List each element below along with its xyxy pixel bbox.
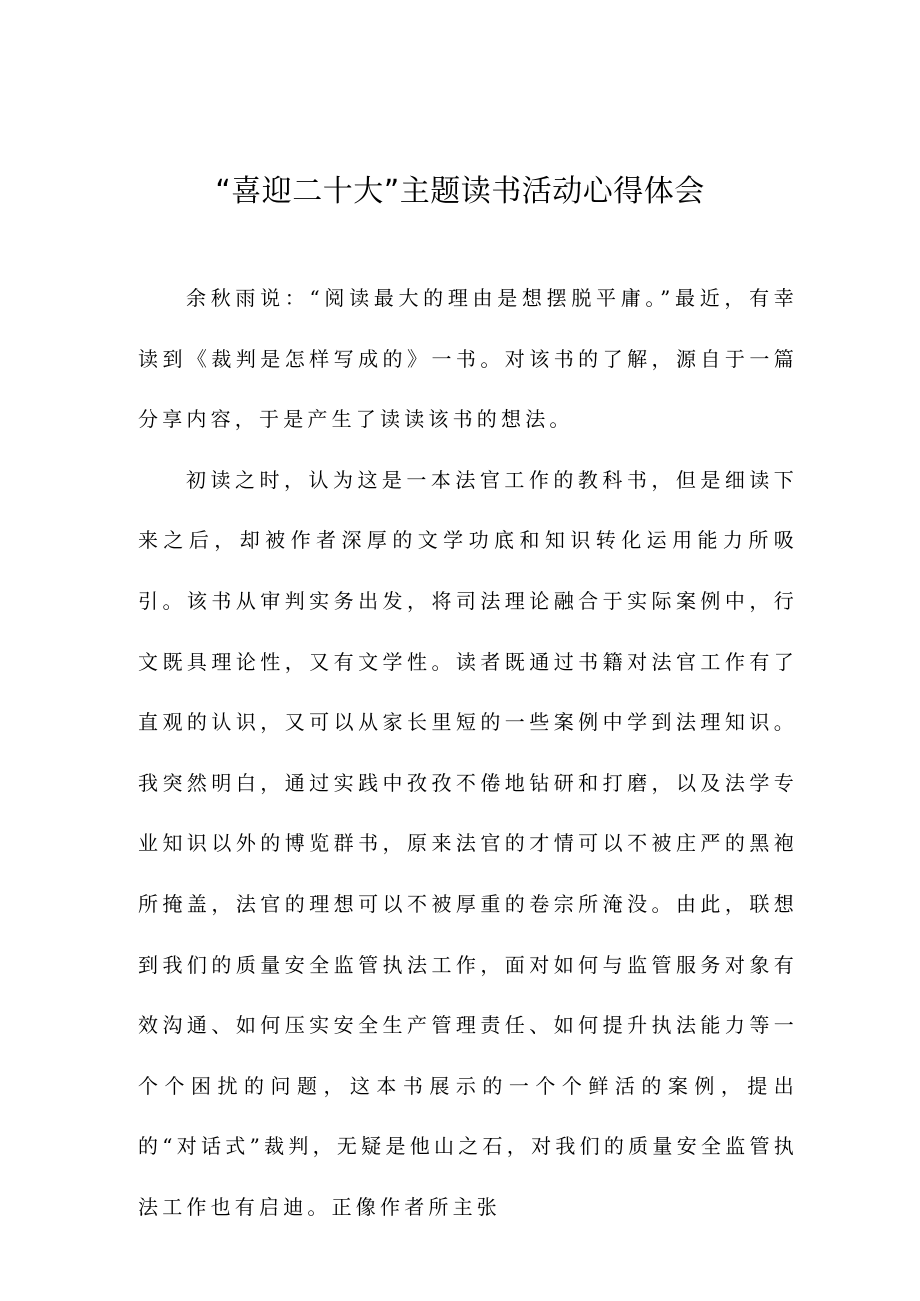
document-body: [138, 268, 798, 1238]
paragraph-1: 余秋雨说：“阅读最大的理由是想摆脱平庸。”最近，有幸读到《裁判是怎样写成的》一书。对该书的了解，源自于一篇分享内容，于是产生了读读该书的想法。: [138, 286, 798, 432]
document-title: “喜迎二十大”主题读书活动心得体会: [215, 174, 705, 209]
paragraph-2: 初读之时，认为这是一本法官工作的教科书，但是细读下来之后，却被作者深厚的文学功底和知识转化运用能力所吸引。该书从审判实务出发，将司法理论融合于实际案例中，行文既具理论性，又有文学性。读者既通过书籍对法官工作有了直观的认识，又可以从家长里短的一些案例中学到法理知识。我突然明白，通过实践中孜孜不倦地钻研和打磨，以及法学专业知识以外的博览群书，原来法官的才情可以不被庄严的黑袍所掩盖，法官的理想可以不被厚重的卷宗所淹没。由此，联想到我们的质量安全监管执法工作，面对如何与监管服务对象有效沟通、如何压实安全生产管理责任、如何提升执法能力等一个个困扰的问题，这本书展示的一个个鲜活的案例，提出的“对话式”裁判，无疑是他山之石，对我们的质量安全监管执法工作也有启迪。正像作者所主张: [138, 467, 798, 1219]
